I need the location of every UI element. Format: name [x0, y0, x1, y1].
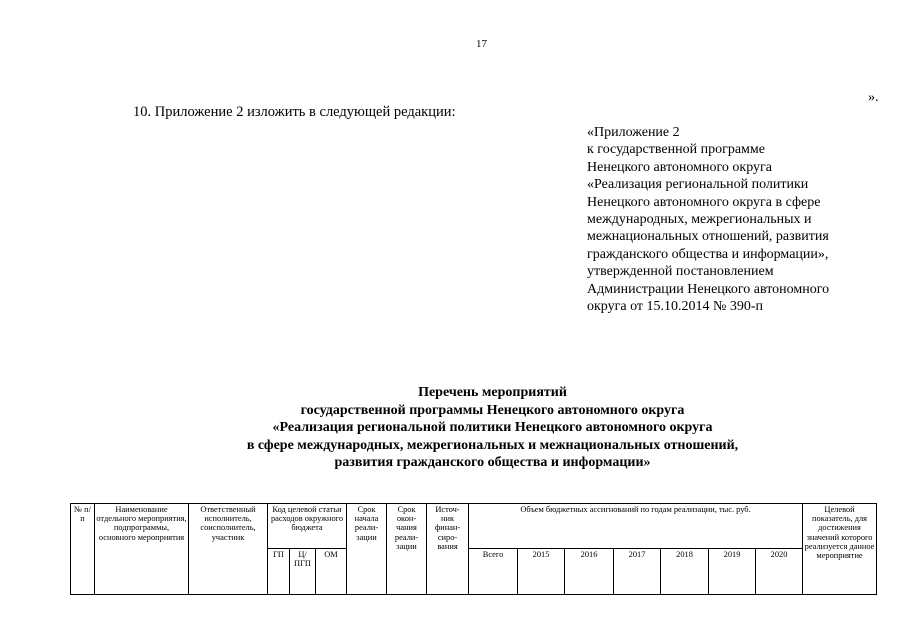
header-budget-volume: Объем бюджетных ассигнований по годам реализации, тыс. руб. — [469, 504, 803, 549]
header-total: Всего — [469, 549, 518, 595]
appendix-line: к государственной программе — [587, 142, 765, 158]
header-num: № п/п — [71, 504, 95, 595]
appendix-line: «Реализация региональной политики — [587, 177, 809, 193]
activities-table — [70, 503, 877, 595]
document-title — [150, 384, 835, 472]
appendix-header — [587, 124, 887, 315]
appendix-line: «Приложение 2 — [587, 125, 680, 140]
title-line: в сфере международных, межрегиональных и межнациональных отношений, — [246, 437, 739, 453]
closing-quote: ». — [868, 90, 879, 105]
header-budget-code: Код целевой статьи расходов окружного бюджета — [268, 504, 347, 549]
table-bottom-rule — [70, 594, 876, 595]
title-line: государственной программы Ненецкого автономного округа — [300, 402, 685, 418]
appendix-line: международных, межрегиональных и — [587, 212, 812, 228]
header-year: 2020 — [756, 549, 803, 595]
header-target-indicator: Целевой показатель, для достижения значений которого реализуется данное мероприятие — [803, 504, 877, 595]
appendix-line: Ненецкого автономного округа в сфере — [587, 194, 821, 210]
header-year: 2018 — [661, 549, 709, 595]
header-code-om: ОМ — [316, 549, 347, 595]
header-end-date: Срок окон- чания реали- зации — [387, 504, 427, 595]
header-responsible: Ответственный исполнитель, соисполнитель, участник — [189, 504, 268, 595]
header-code-gp: ГП — [268, 549, 290, 595]
appendix-line: гражданского общества и информации», — [587, 246, 829, 262]
header-year: 2017 — [614, 549, 661, 595]
page-number: 17 — [476, 38, 487, 50]
appendix-line: межнациональных отношений, развития — [587, 229, 829, 245]
header-code-pgp: Ц/ ПГП — [290, 549, 316, 595]
appendix-line: Администрации Ненецкого автономного — [587, 281, 830, 297]
header-funding-source: Источ- ник финан- сиро- вания — [427, 504, 469, 595]
appendix-line: округа от 15.10.2014 № 390-п — [587, 299, 764, 315]
title-line: развития гражданского общества и информации» — [334, 455, 651, 471]
title-line: Перечень мероприятий — [418, 385, 567, 400]
amendment-instruction: 10. Приложение 2 изложить в следующей редакции: — [133, 104, 456, 120]
header-start-date: Срок начала реали- зации — [347, 504, 387, 595]
header-year: 2015 — [518, 549, 565, 595]
header-activity-name: Наименование отдельного мероприятия, подпрограммы, основного мероприятия — [95, 504, 189, 595]
header-year: 2019 — [709, 549, 756, 595]
title-line: «Реализация региональной политики Ненецкого автономного округа — [272, 420, 713, 436]
appendix-line: Ненецкого автономного округа — [587, 159, 772, 175]
appendix-line: утвержденной постановлением — [587, 264, 774, 280]
header-year: 2016 — [565, 549, 614, 595]
